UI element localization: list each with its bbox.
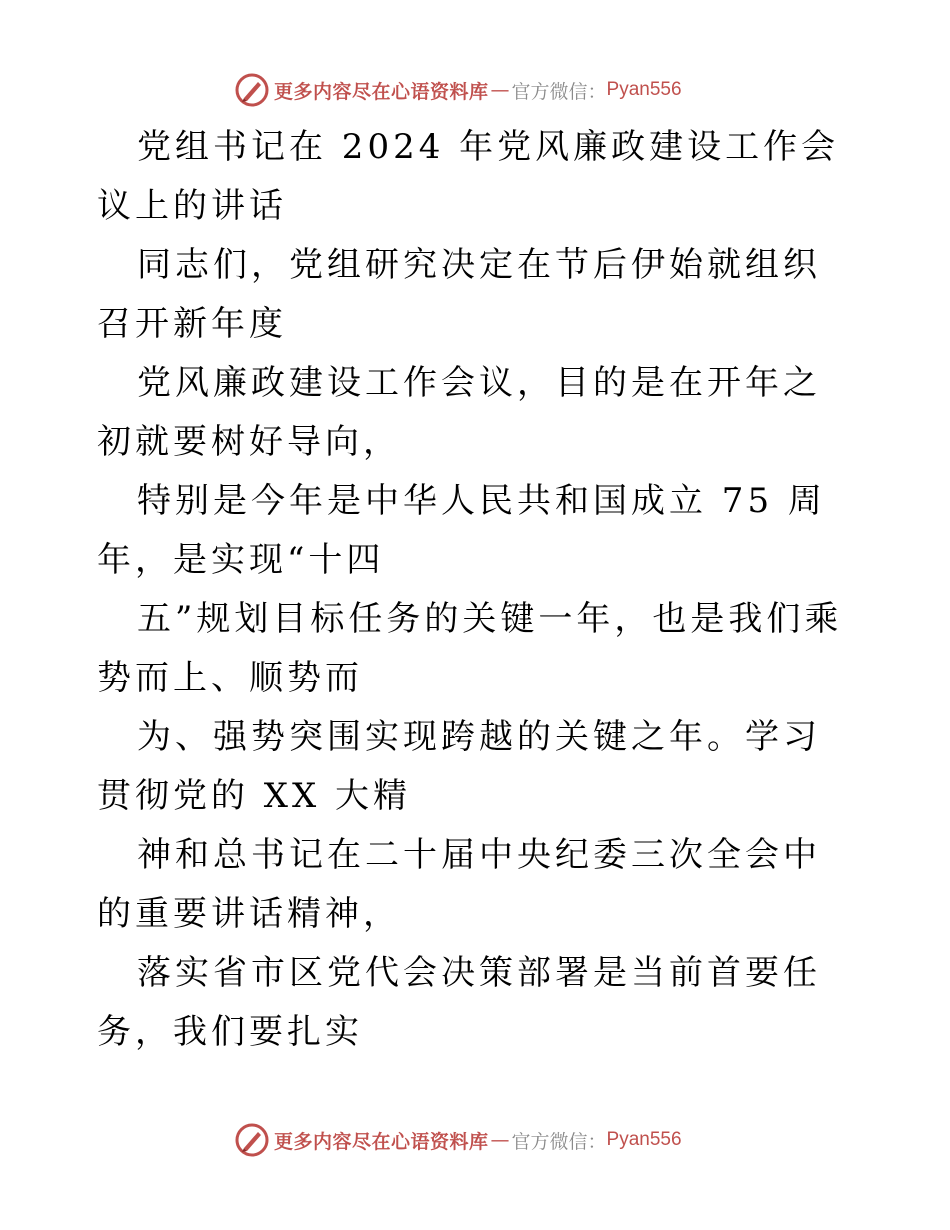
watermark-dash: — <box>490 79 510 101</box>
paragraph-line-2: 讲话精神， <box>211 894 401 934</box>
paragraph <box>97 354 857 472</box>
paragraph-line-2: 树好导向， <box>211 422 401 462</box>
paragraph-line-1: 神和总书记在二十届中央纪委三次全会中的重要 <box>97 835 821 934</box>
header-watermark <box>234 70 682 110</box>
paragraph-line-1: 同志们，党组研究决定在节后伊始就组织召开新 <box>97 245 821 344</box>
paragraph <box>97 944 857 1062</box>
paragraph-line-1: 落实省市区党代会决策部署是当前首要任务，我 <box>97 953 821 1052</box>
title-line-2: 讲话 <box>211 186 287 226</box>
title-line-1: 党组书记在 2024 年党风廉政建设工作会议上的 <box>97 127 840 226</box>
paragraph-line-2: 的 XX 大精 <box>211 776 412 816</box>
paragraph-line-1: 为、强势突围实现跨越的关键之年。学习贯彻党 <box>97 717 821 816</box>
pen-logo-icon <box>234 1122 270 1158</box>
footer-watermark <box>234 1120 682 1160</box>
document-body <box>97 118 857 1062</box>
paragraph-line-2: 们要扎实 <box>211 1012 363 1052</box>
paragraph-line-1: 特别是今年是中华人民共和国成立 75 周年，是 <box>97 481 826 580</box>
watermark-label: 官方微信： <box>511 1130 607 1153</box>
paragraph-line-2: 实现“十四 <box>211 540 385 580</box>
paragraph <box>97 708 857 826</box>
paragraph <box>97 826 857 944</box>
watermark-main-text: 更多内容尽在心语资料库 <box>274 80 489 103</box>
watermark-account: Pyan556 <box>606 79 682 100</box>
paragraph <box>97 472 857 590</box>
paragraph-line-1: 五”规划目标任务的关键一年，也是我们乘势而 <box>97 599 843 698</box>
watermark-main-text: 更多内容尽在心语资料库 <box>274 1130 489 1153</box>
paragraph-line-2: 年度 <box>211 304 287 344</box>
paragraph <box>97 590 857 708</box>
paragraph-line-2: 上、顺势而 <box>173 658 363 698</box>
document-title <box>97 118 857 236</box>
paragraph <box>97 236 857 354</box>
watermark-dash: — <box>490 1129 510 1151</box>
pen-logo-icon <box>234 72 270 108</box>
paragraph-line-1: 党风廉政建设工作会议，目的是在开年之初就要 <box>97 363 821 462</box>
watermark-label: 官方微信： <box>511 80 607 103</box>
watermark-account: Pyan556 <box>606 1129 682 1150</box>
